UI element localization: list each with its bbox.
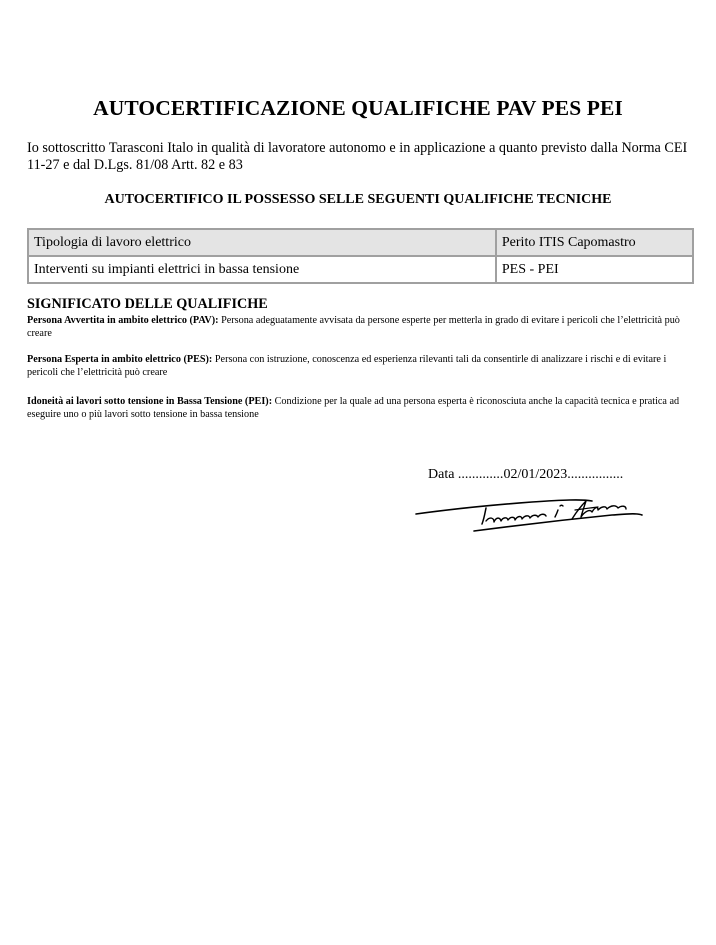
date-value: 02/01/2023 xyxy=(503,467,568,482)
table-header-cell: Perito ITIS Capomastro xyxy=(496,229,693,256)
table-header-row xyxy=(28,229,693,256)
handwritten-signature xyxy=(412,493,648,539)
table-cell: Interventi su impianti elettrici in bassa tensione xyxy=(28,256,496,283)
meanings-heading: SIGNIFICATO DELLE QUALIFICHE xyxy=(27,296,268,312)
section-subtitle: AUTOCERTIFICO IL POSSESSO SELLE SEGUENTI QUALIFICHE TECNICHE xyxy=(104,192,612,207)
date-label: Data ............. xyxy=(428,467,504,482)
table-row xyxy=(28,256,693,283)
definition-text: Condizione per la quale ad una persona esperta è riconosciuta anche la capacità tecnica e pratica ad eseguire uno o più lavori sotto tensione in bassa tensione xyxy=(27,396,680,420)
date-line xyxy=(428,467,623,483)
table-header-cell: Tipologia di lavoro elettrico xyxy=(28,229,496,256)
definition-pav xyxy=(27,314,689,340)
definition-term: Persona Esperta in ambito elettrico (PES): xyxy=(27,354,213,365)
definition-text: Persona adeguatamente avvisata da persone esperte per metterla in grado di evitare i pericoli che l’elettricità può creare xyxy=(27,315,680,339)
qualifications-table xyxy=(27,228,694,284)
definition-text: Persona con istruzione, conoscenza ed esperienza rilevanti tali da consentirle di analizzare i rischi e di evitare i pericoli che l’elettricità può creare xyxy=(27,354,667,378)
table-cell: PES - PEI xyxy=(496,256,693,283)
date-suffix: ................ xyxy=(567,467,624,482)
document-title: AUTOCERTIFICAZIONE QUALIFICHE PAV PES PEI xyxy=(93,96,623,120)
definition-term: Idoneità ai lavori sotto tensione in Bassa Tensione (PEI): xyxy=(27,396,273,407)
definition-term: Persona Avvertita in ambito elettrico (PAV): xyxy=(27,315,219,326)
definition-pes xyxy=(27,353,689,379)
intro-paragraph: Io sottoscritto Tarasconi Italo in qualità di lavoratore autonomo e in applicazione a quanto previsto dalla Norma CEI 11-27 e dal D.Lgs. 81/08 Artt. 82 e 83 xyxy=(27,140,688,173)
definition-pei xyxy=(27,395,689,421)
